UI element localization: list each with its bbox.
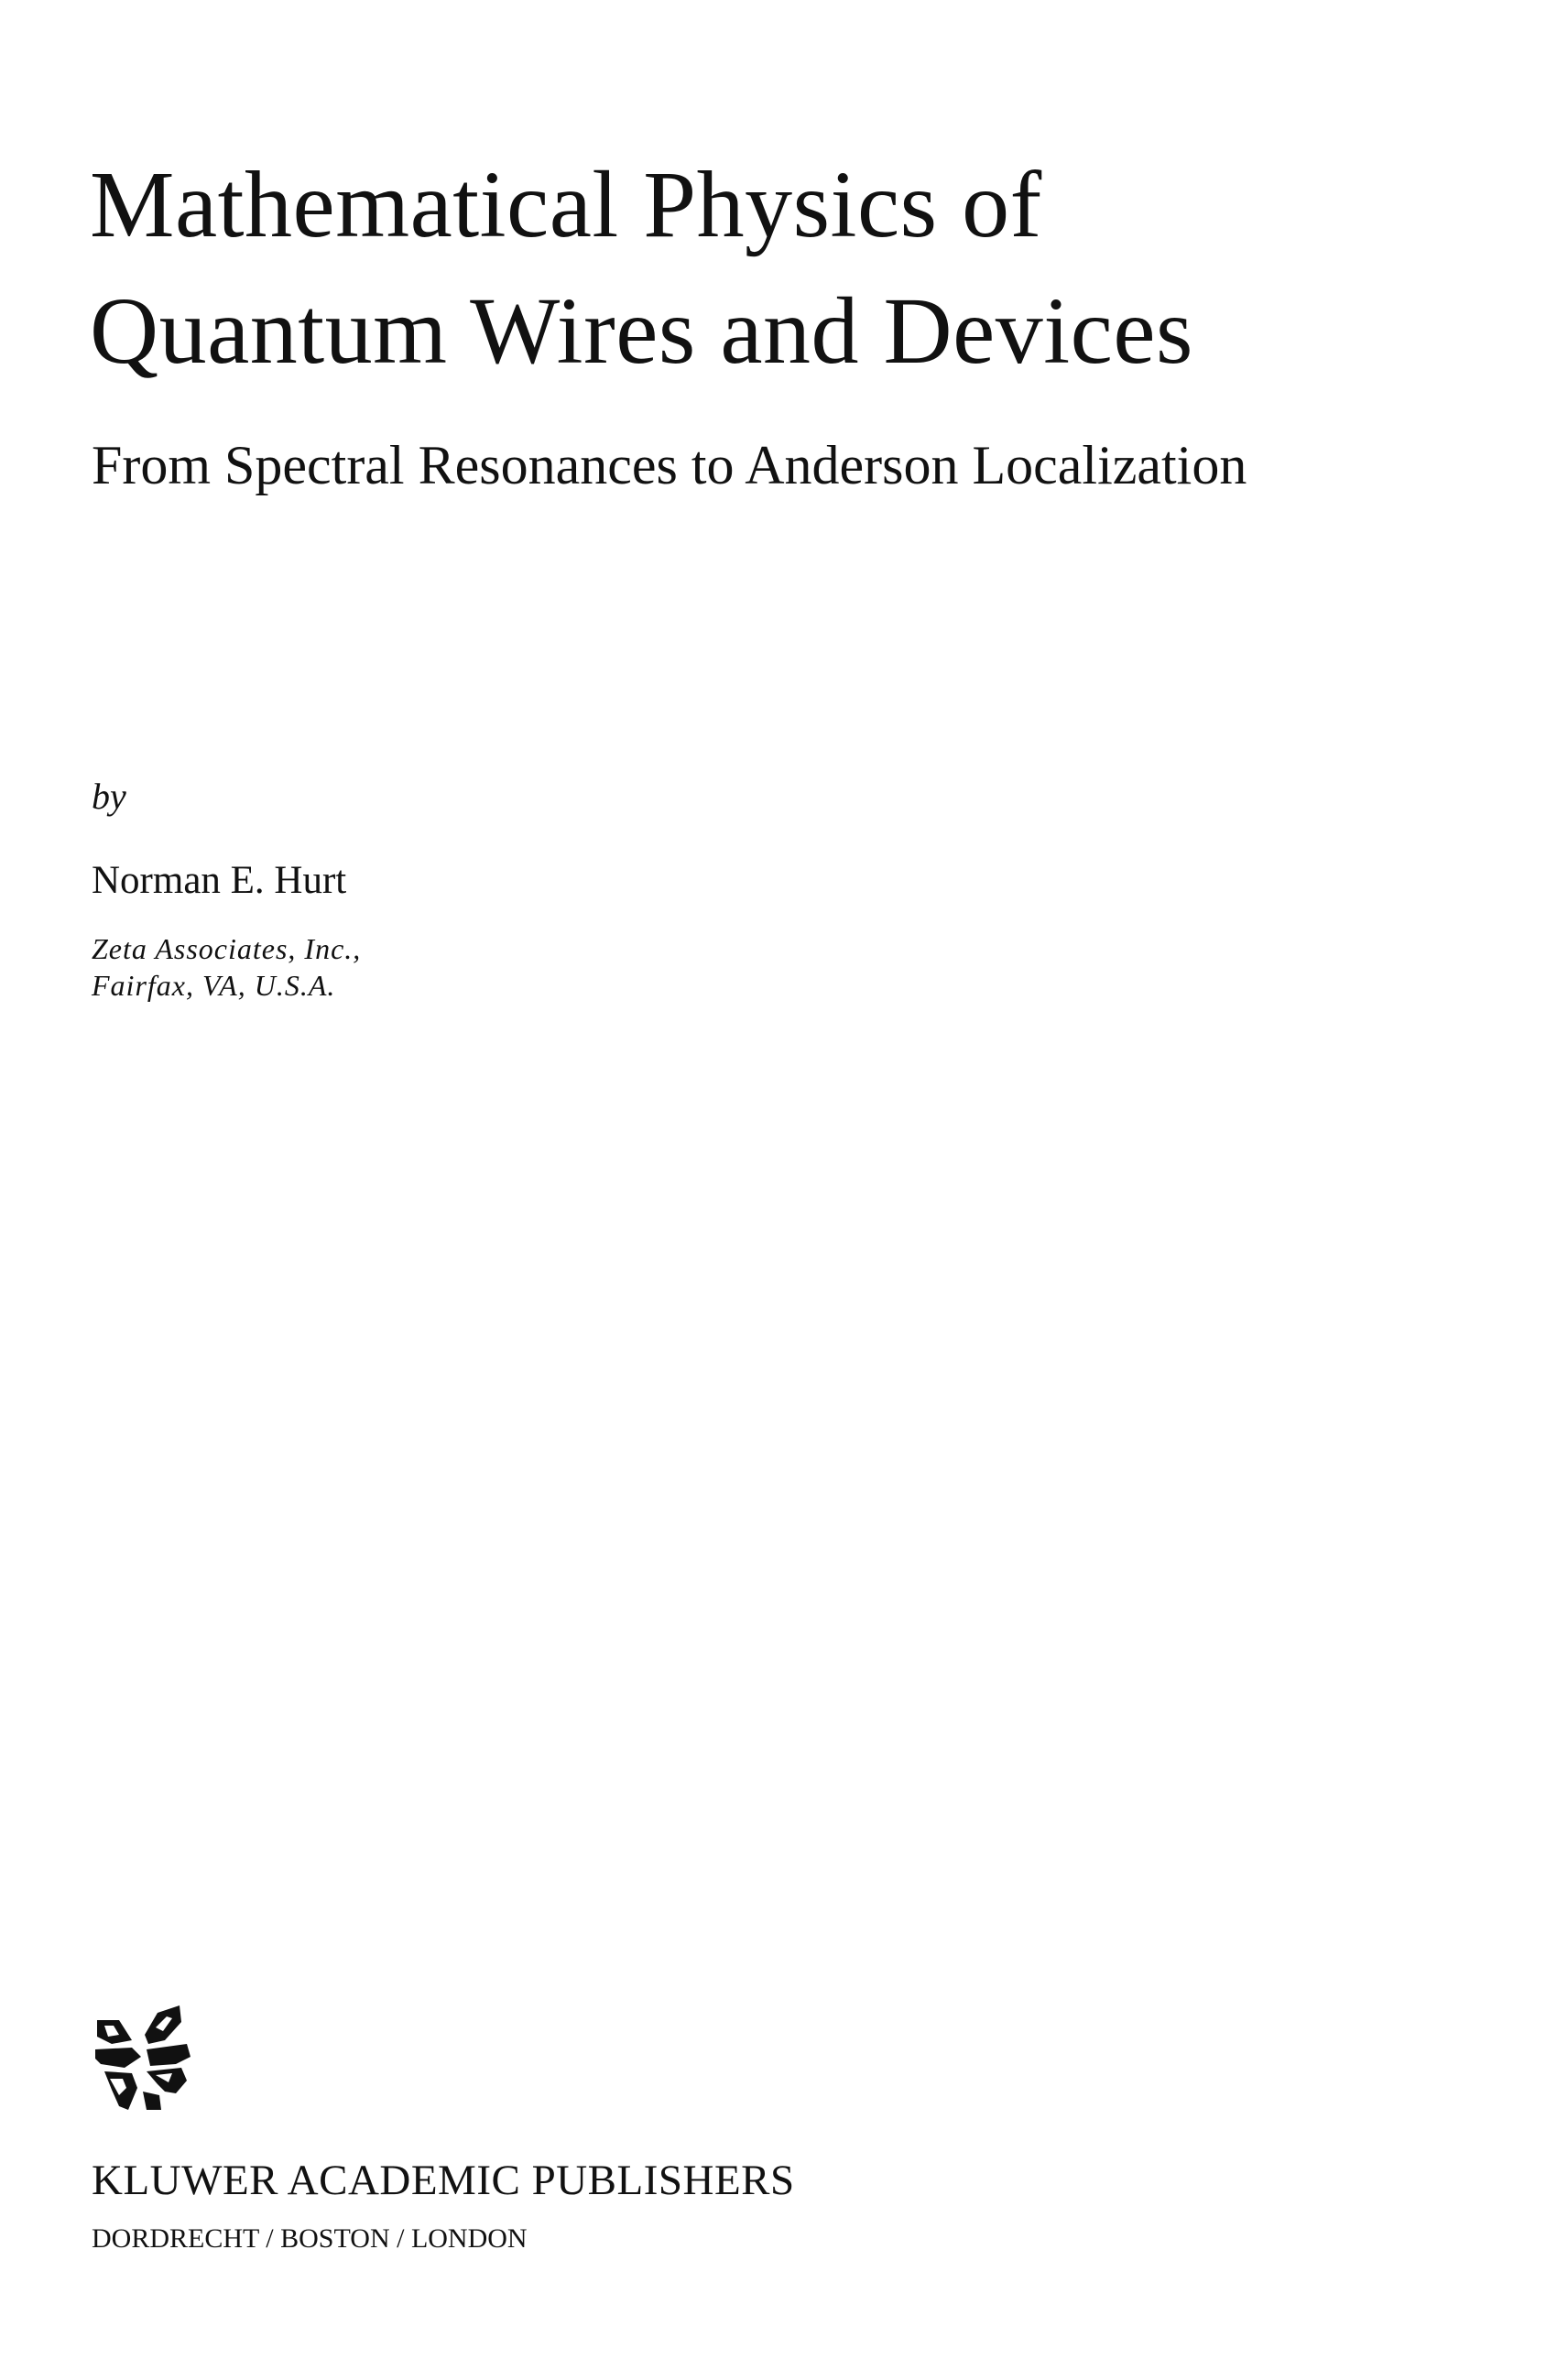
publisher-cities: DORDRECHT / BOSTON / LONDON [92, 2223, 528, 2254]
author-affiliation-line-1: Zeta Associates, Inc., [92, 932, 362, 965]
author-affiliation-line-2: Fairfax, VA, U.S.A. [92, 969, 336, 1002]
book-subtitle: From Spectral Resonances to Anderson Localization [92, 435, 1247, 495]
book-title-line-1: Mathematical Physics of [90, 152, 1042, 257]
publisher-name: KLUWER ACADEMIC PUBLISHERS [92, 2157, 795, 2204]
kluwer-publisher-logo-icon [92, 2004, 194, 2112]
book-title-line-2: Quantum Wires and Devices [90, 278, 1193, 384]
by-label: by [92, 776, 126, 817]
author-name: Norman E. Hurt [92, 859, 347, 902]
